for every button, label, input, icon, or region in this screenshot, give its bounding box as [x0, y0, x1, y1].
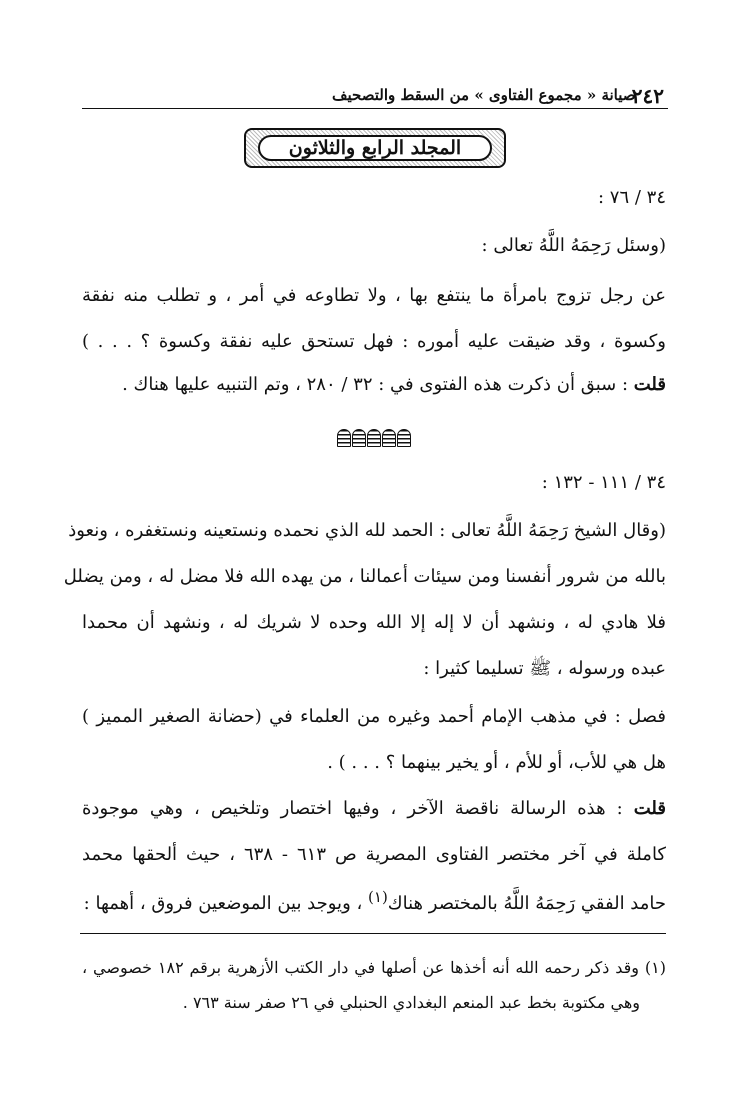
editor-note-text: : سبق أن ذكرت هذه الفتوى في : ٣٢ / ٢٨٠ ، وتم التنبيه عليها هناك .: [122, 374, 629, 395]
editor-note: [122, 372, 666, 398]
ornament-icon: [397, 429, 411, 447]
volume-title: المجلد الرابع والثلاثون: [258, 135, 492, 161]
paragraph-line: هل هي للأب، أو للأم ، أو يخير بينهما ؟ . . . ) .: [327, 752, 666, 773]
footnote-line: (١) وقد ذكر رحمه الله أنه أخذها عن أصلها في دار الكتب الأزهرية برقم ١٨٢ خصوصي ،: [82, 958, 666, 977]
ornament-icon: [337, 429, 351, 447]
running-title: صيانة « مجموع الفتاوى » من السقط والتصحيف: [332, 86, 636, 104]
section-ref: ٣٤ / ٧٦ :: [598, 187, 666, 208]
paragraph-line: عبده ورسوله ، ﷺ تسليما كثيرا :: [423, 658, 666, 679]
footnote-marker[interactable]: (١): [368, 888, 388, 906]
paragraph-line: كاملة في آخر مختصر الفتاوى المصرية ص ٦١٣ - ٦٣٨ ، حيث ألحقها محمد: [82, 844, 667, 865]
paragraph-line: فلا هادي له ، ونشهد أن لا إله إلا الله وحده لا شريك له ، ونشهد أن محمدا: [82, 612, 666, 633]
question-line: وكسوة ، وقد ضيقت عليه أموره : فهل تستحق عليه نفقة وكسوة ؟ . . . ): [82, 331, 666, 352]
ornament-icon: [352, 429, 366, 447]
ornament-icon: [382, 429, 396, 447]
footnote-rule: [80, 933, 666, 934]
paragraph-line: [84, 884, 666, 917]
paragraph-text: حامد الفقي رَحِمَهُ اللَّهُ بالمختصر هناك: [387, 893, 666, 914]
paragraph-line: بالله من شرور أنفسنا ومن سيئات أعمالنا ، من يهده الله فلا مضل له ، ومن يضلل: [63, 566, 666, 587]
editor-note: [82, 796, 666, 822]
editor-note-text: : هذه الرسالة ناقصة الآخر ، وفيها اختصار وتلخيص ، وهي موجودة: [82, 798, 623, 819]
paragraph-line: فصل : في مذهب الإمام أحمد وغيره من العلماء في (حضانة الصغير المميز ): [82, 706, 666, 727]
question-intro: (وسئل رَحِمَهُ اللَّهُ تعالى :: [481, 235, 666, 256]
qalat-label: قلت: [633, 798, 666, 819]
paragraph-text: ، ويوجد بين الموضعين فروق ، أهمها :: [83, 893, 369, 914]
section-ref: ٣٤ / ١١١ - ١٣٢ :: [541, 472, 666, 493]
running-header: [82, 84, 668, 109]
section-divider-ornament: [334, 429, 414, 449]
ornament-icon: [367, 429, 381, 447]
qalat-label: قلت: [633, 374, 666, 395]
paragraph-line: (وقال الشيخ رَحِمَهُ اللَّهُ تعالى : الحمد لله الذي نحمده ونستعينه ونستغفره ، ونعوذ: [68, 520, 666, 541]
page-number: ٢٤٢: [631, 84, 664, 108]
question-line: عن رجل تزوج بامرأة ما ينتفع بها ، ولا تطاوعه في أمر ، و تطلب منه نفقة: [82, 285, 666, 306]
volume-title-frame: [244, 128, 506, 168]
footnote-line: وهي مكتوبة بخط عبد المنعم البغدادي الحنبلي في ٢٦ صفر سنة ٧٦٣ .: [182, 993, 640, 1012]
